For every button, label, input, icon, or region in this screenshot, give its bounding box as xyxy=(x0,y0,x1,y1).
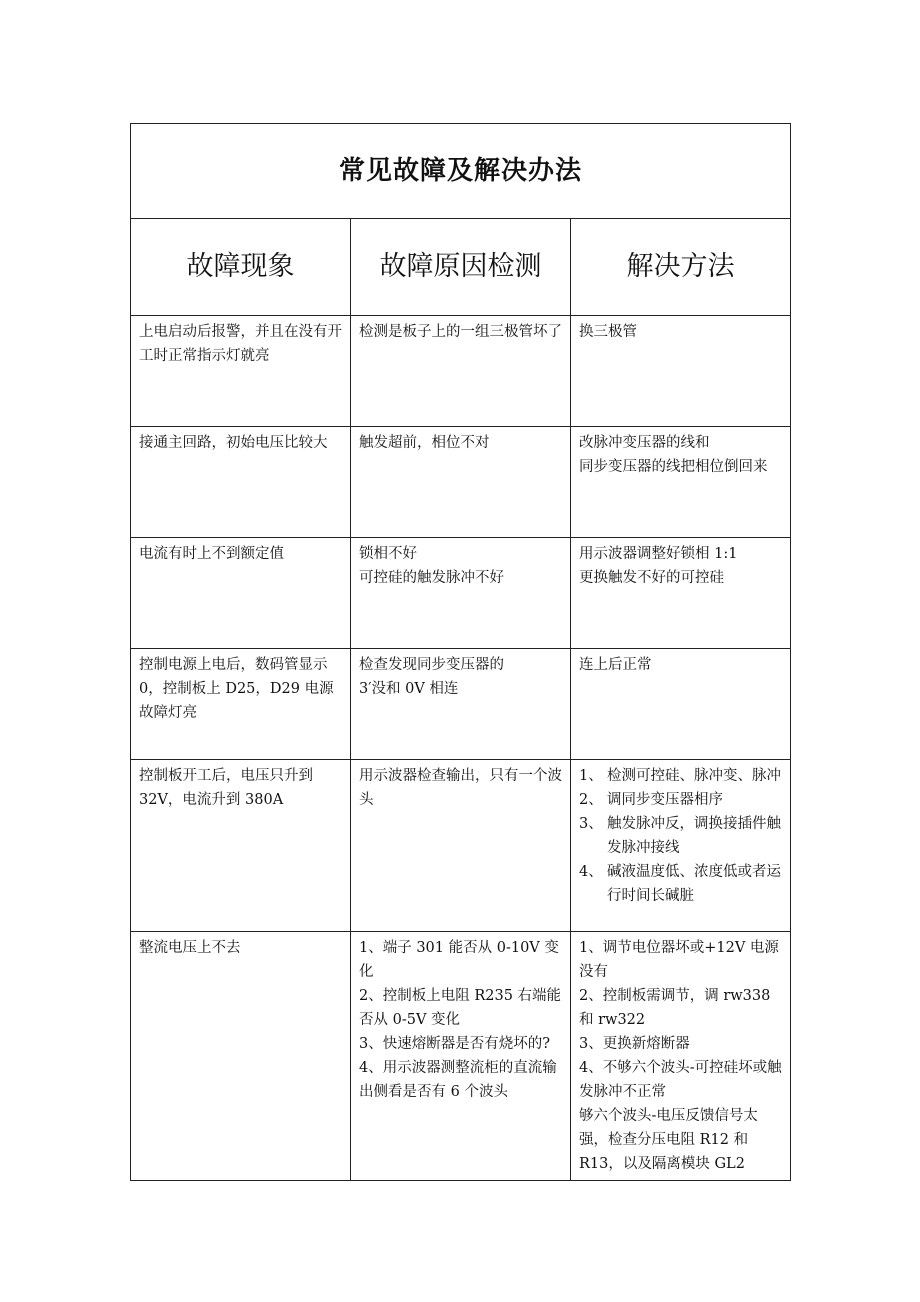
cause-text: 1、端子 301 能否从 0-10V 变化 xyxy=(359,940,559,980)
solution-text: 改脉冲变压器的线和 xyxy=(579,435,710,451)
solution-text: 同步变压器的线把相位倒回来 xyxy=(579,459,768,475)
list-item xyxy=(579,860,782,908)
table-row xyxy=(131,427,791,538)
symptom-text: 电流有时上不到额定值 xyxy=(139,546,284,562)
cause-text: 检测是板子上的一组三极管坏了 xyxy=(359,324,562,340)
cause-text: 3、快速熔断器是否有烧坏的? xyxy=(359,1036,550,1052)
title-row xyxy=(131,124,791,219)
table-row xyxy=(131,538,791,649)
cause-cell xyxy=(351,538,571,649)
list-number: 3、 xyxy=(579,816,603,832)
symptom-cell xyxy=(131,932,351,1181)
header-cause: 故障原因检测 xyxy=(351,219,571,316)
list-item xyxy=(579,788,782,812)
symptom-text: 接通主回路，初始电压比较大 xyxy=(139,435,328,451)
table-row xyxy=(131,760,791,932)
solution-text: 连上后正常 xyxy=(579,657,652,673)
cause-text: 可控硅的触发脉冲不好 xyxy=(359,570,504,586)
solution-text: 4、不够六个波头-可控硅坏或触发脉冲不正常 xyxy=(579,1060,782,1100)
solution-cell xyxy=(571,427,791,538)
solution-list xyxy=(579,764,782,908)
cause-text: 锁相不好 xyxy=(359,546,417,562)
list-text: 触发脉冲反，调换接插件触发脉冲接线 xyxy=(607,816,781,856)
symptom-text: 整流电压上不去 xyxy=(139,940,241,956)
table-row xyxy=(131,649,791,760)
list-text: 检测可控硅、脉冲变、脉冲 xyxy=(607,768,781,784)
solution-text: 够六个波头-电压反馈信号太强，检查分压电阻 R12 和 R13，以及隔离模块 GL2 xyxy=(579,1108,758,1172)
symptom-cell xyxy=(131,316,351,427)
list-item xyxy=(579,812,782,860)
table-row xyxy=(131,316,791,427)
symptom-text: 控制板开工后，电压只升到 32V，电流升到 380A xyxy=(139,768,313,808)
symptom-cell xyxy=(131,760,351,932)
list-number: 2、 xyxy=(579,792,603,808)
cause-cell xyxy=(351,316,571,427)
symptom-cell xyxy=(131,649,351,760)
symptom-text: 控制电源上电后，数码管显示 0，控制板上 D25，D29 电源故障灯亮 xyxy=(139,657,334,721)
solution-text: 换三极管 xyxy=(579,324,637,340)
list-item xyxy=(579,764,782,788)
fault-table xyxy=(130,123,791,1181)
cause-text: 检查发现同步变压器的 xyxy=(359,657,504,673)
table-title: 常见故障及解决办法 xyxy=(131,124,791,219)
solution-cell xyxy=(571,649,791,760)
solution-cell xyxy=(571,316,791,427)
list-number: 4、 xyxy=(579,864,603,880)
solution-text: 用示波器调整好锁相 1:1 xyxy=(579,546,738,562)
list-text: 调同步变压器相序 xyxy=(607,792,723,808)
solution-cell xyxy=(571,932,791,1181)
cause-cell xyxy=(351,932,571,1181)
cause-text: 用示波器检查输出，只有一个波头 xyxy=(359,768,562,808)
solution-text: 2、控制板需调节，调 rw338 和 rw322 xyxy=(579,988,771,1028)
symptom-cell xyxy=(131,538,351,649)
cause-text: 3′没和 0V 相连 xyxy=(359,681,459,697)
header-solution: 解决方法 xyxy=(571,219,791,316)
header-row xyxy=(131,219,791,316)
solution-text: 更换触发不好的可控硅 xyxy=(579,570,724,586)
cause-cell xyxy=(351,427,571,538)
cause-text: 4、用示波器测整流柜的直流输出侧看是否有 6 个波头 xyxy=(359,1060,557,1100)
cause-cell xyxy=(351,760,571,932)
solution-cell xyxy=(571,538,791,649)
table-row xyxy=(131,932,791,1181)
solution-cell xyxy=(571,760,791,932)
cause-text: 触发超前，相位不对 xyxy=(359,435,490,451)
cause-cell xyxy=(351,649,571,760)
list-text: 碱液温度低、浓度低或者运行时间长碱脏 xyxy=(607,864,781,904)
list-number: 1、 xyxy=(579,768,603,784)
symptom-cell xyxy=(131,427,351,538)
symptom-text: 上电启动后报警，并且在没有开工时正常指示灯就亮 xyxy=(139,324,342,364)
header-symptom: 故障现象 xyxy=(131,219,351,316)
cause-text: 2、控制板上电阻 R235 右端能否从 0-5V 变化 xyxy=(359,988,562,1028)
solution-text: 1、调节电位器坏或+12V 电源没有 xyxy=(579,940,779,980)
solution-text: 3、更换新熔断器 xyxy=(579,1036,690,1052)
